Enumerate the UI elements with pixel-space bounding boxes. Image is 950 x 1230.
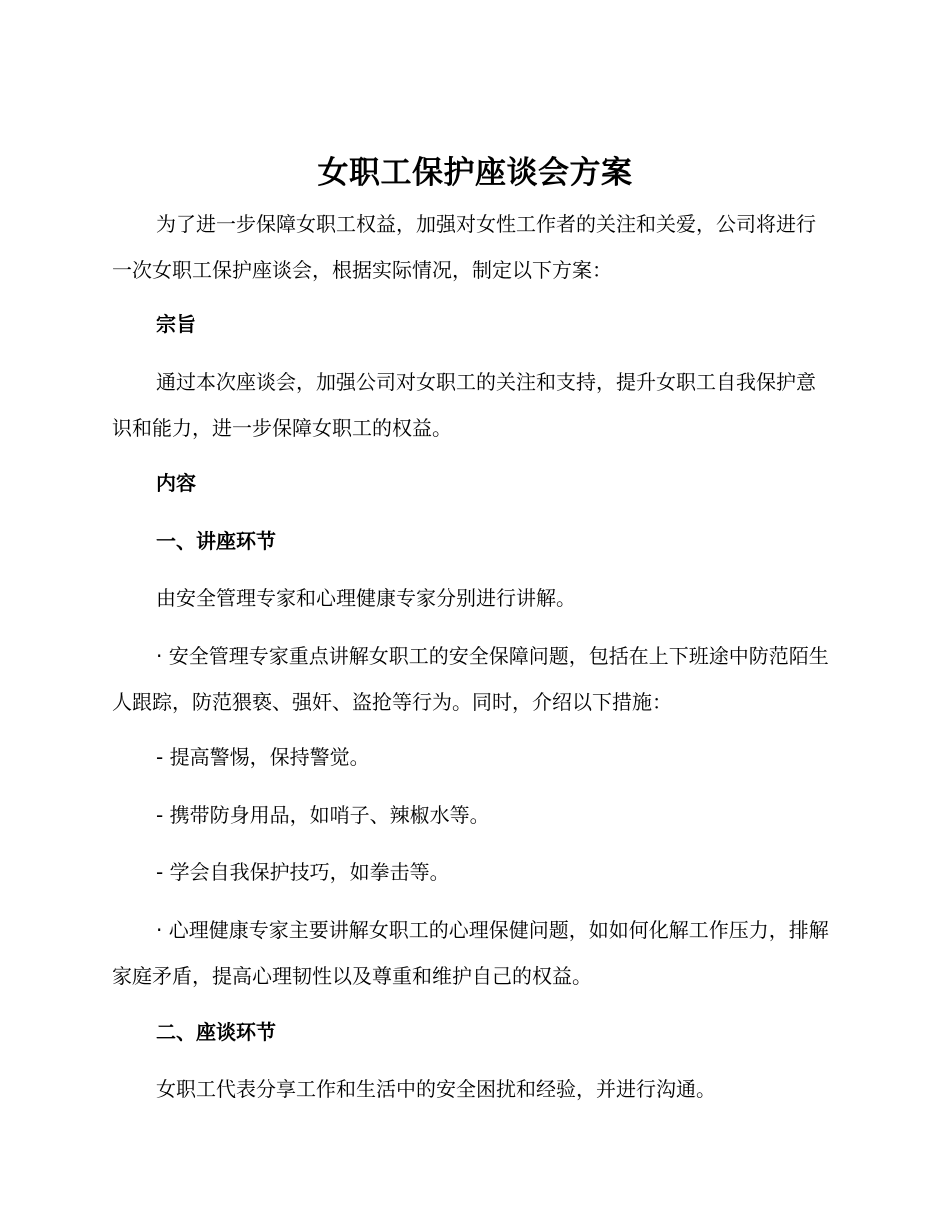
- bullet-psychology: · 心理健康专家主要讲解女职工的心理保健问题，如如何化解工作压力，排解家庭矛盾，提高心理韧性以及尊重和维护自己的权益。: [112, 918, 829, 988]
- section2-heading: 二、座谈环节: [156, 1020, 276, 1044]
- purpose-paragraph: 通过本次座谈会，加强公司对女职工的关注和支持，提升女职工自我保护意识和能力，进一步保障女职工的权益。: [112, 370, 816, 440]
- intro-paragraph: 为了进一步保障女职工权益，加强对女性工作者的关注和关爱，公司将进行一次女职工保护座谈会，根据实际情况，制定以下方案：: [112, 212, 816, 282]
- measure-item-2: - 携带防身用品，如哨子、辣椒水等。: [156, 803, 490, 827]
- section1-heading: 一、讲座环节: [156, 529, 276, 553]
- purpose-heading: 宗旨: [156, 312, 196, 336]
- measure-item-1: - 提高警惕，保持警觉。: [156, 745, 370, 769]
- section1-intro: 由安全管理专家和心理健康专家分别进行讲解。: [156, 586, 576, 610]
- content-heading: 内容: [156, 471, 196, 495]
- document-title: 女职工保护座谈会方案: [317, 155, 633, 191]
- measure-item-3: - 学会自我保护技巧，如拳击等。: [156, 860, 450, 884]
- bullet-safety: · 安全管理专家重点讲解女职工的安全保障问题，包括在上下班途中防范陌生人跟踪，防范猥亵、强奸、盗抢等行为。同时，介绍以下措施：: [112, 644, 829, 714]
- section2-paragraph: 女职工代表分享工作和生活中的安全困扰和经验，并进行沟通。: [156, 1077, 716, 1101]
